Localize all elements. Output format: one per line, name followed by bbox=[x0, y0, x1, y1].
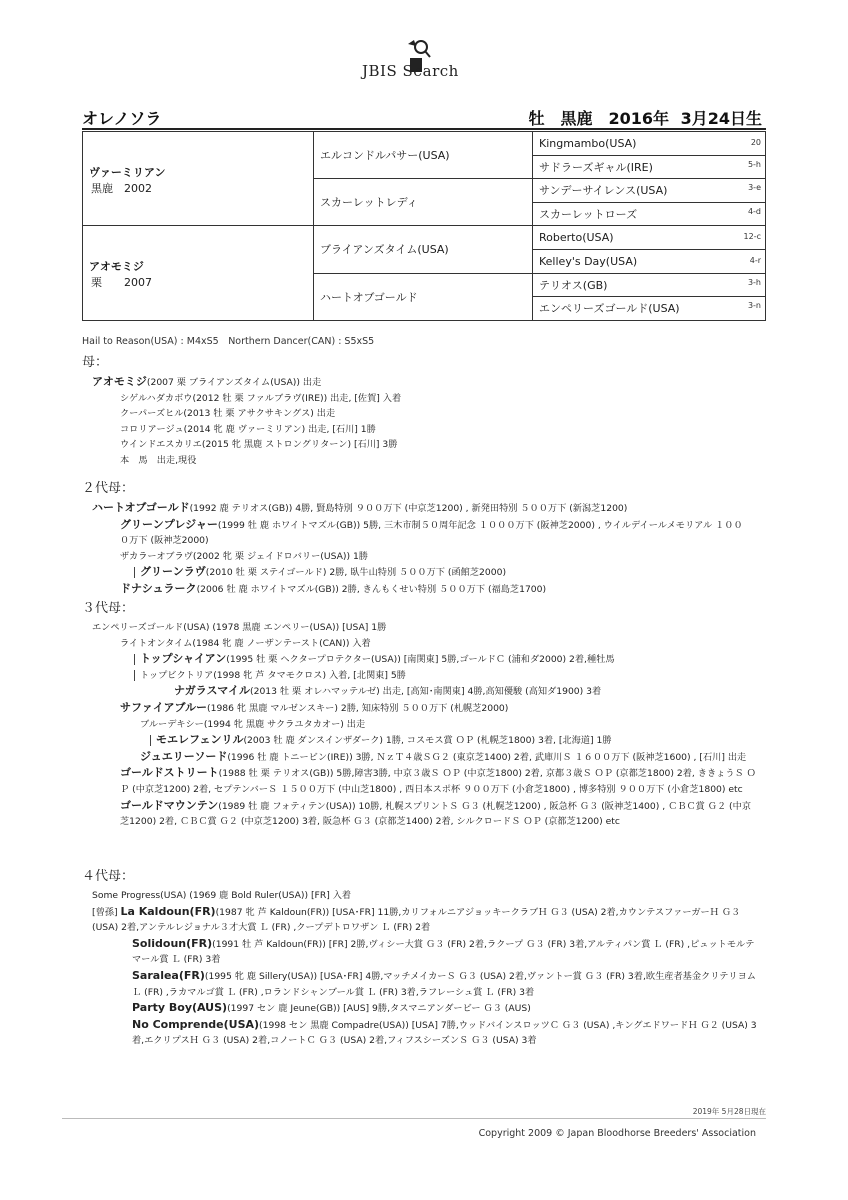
family-line: コロリアージュ(2014 牝 鹿 ヴァーミリアン) 出走, [石川] 1勝 bbox=[120, 423, 376, 435]
g3-name: サドラーズギャル(IRE) bbox=[539, 160, 653, 174]
dam-name: アオモミジ bbox=[89, 260, 144, 274]
g3-cell bbox=[533, 226, 766, 250]
family-number: 3-h bbox=[747, 277, 761, 287]
dam-dam: ハートオブゴールド bbox=[314, 273, 533, 320]
family-line: ゴールドマウンテン(1989 牡 鹿 フォティテン(USA)) 10勝, 札幌スプリントＳ Ｇ３ (札幌芝1200) , 阪急杯 Ｇ３ (阪神芝1400) , ＣＢＣ賞 Ｇ２ (中京芝1200) 2着, ＣＢＣ賞 Ｇ２ (中京芝1200) 3着, 阪急杯 Ｇ３ (京都芝1400) 2着, シルクロードＳ ＯＰ (京都芝1200) etc bbox=[120, 798, 752, 828]
dam-section bbox=[82, 354, 766, 469]
third-dam-section bbox=[82, 600, 766, 830]
pedigree-table bbox=[82, 131, 766, 321]
family-line: クーパーズヒル(2013 牡 栗 アサクサキングス) 出走 bbox=[120, 408, 336, 420]
family-line: ハートオブゴールド(1992 鹿 テリオス(GB)) 4勝, 賢島特別 ９００万下 (中京芝1200) , 新発田特別 ５００万下 (新潟芝1200) bbox=[92, 501, 628, 514]
g3-name: Roberto(USA) bbox=[539, 231, 614, 245]
fourth-dam-section bbox=[82, 868, 766, 1049]
family-line: モエレフェンリル(2003 牡 鹿 ダンスインザダーク) 1勝, コスモス賞 ＯＰ (札幌芝1800) 3着, [北海道] 1勝 bbox=[82, 732, 766, 749]
sire-sire: エルコンドルパサー(USA) bbox=[314, 132, 533, 179]
g3-cell bbox=[533, 202, 766, 226]
family-line: 本 馬 出走,現役 bbox=[120, 454, 197, 466]
title-divider bbox=[82, 128, 766, 130]
family-number: 5-h bbox=[747, 159, 761, 169]
family-line: Party Boy(AUS)(1997 セン 鹿 Jeune(GB)) [AUS] 9勝,タスマニアンダービー Ｇ３ (AUS) bbox=[132, 1001, 531, 1015]
family-line: グリーンプレジャー(1999 牡 鹿 ホワイトマズル(GB)) 5勝, 三木市制５０周年記念 １０００万下 (阪神芝2000) , ウイルデイールメモリアル １０００万下 (阪神芝2000) bbox=[120, 517, 743, 547]
family-number: 3-e bbox=[748, 183, 761, 193]
g3-cell bbox=[533, 297, 766, 321]
g3-name: Kelley's Day(USA) bbox=[539, 254, 638, 268]
jbis-search-logo bbox=[362, 38, 492, 84]
g3-cell bbox=[533, 132, 766, 156]
section-heading: 母： bbox=[82, 355, 109, 370]
family-line: ライトオンタイム(1984 牝 鹿 ノーザンテースト(CAN)) 入着 bbox=[120, 637, 371, 649]
family-line: エンペリーズゴールド(USA) (1978 黒鹿 エンペリー(USA)) [USA] 1勝 bbox=[92, 622, 387, 633]
family-number: 20 bbox=[750, 137, 761, 147]
g3-cell bbox=[533, 273, 766, 297]
family-line: ザカラーオブラヴ(2002 牝 栗 ジェイドロバリー(USA)) 1勝 bbox=[120, 550, 368, 562]
family-line: ドナシュラーク(2006 牡 鹿 ホワイトマズル(GB)) 2勝, きんもくせい特別 ５００万下 (福島芝1700) bbox=[120, 581, 547, 595]
second-dam-section bbox=[82, 480, 766, 598]
family-line: ナガラスマイル(2013 牡 栗 オレハマッテルゼ) 出走, [高知･南関東] 4勝,高知優駿 (高知ダ1900) 3着 bbox=[174, 684, 602, 698]
g3-name: スカーレットローズ bbox=[539, 208, 638, 222]
section-heading: ２代母： bbox=[82, 481, 135, 496]
footer-divider bbox=[62, 1118, 766, 1119]
copyright-text: Copyright 2009 © Japan Bloodhorse Breeders' Association bbox=[478, 1128, 756, 1139]
sire-dam: スカーレットレディ bbox=[314, 179, 533, 226]
family-line: Solidoun(FR)(1991 牡 芦 Kaldoun(FR)) [FR] 2勝,ヴィシー大賞 Ｇ３ (FR) 2着,ラクープ Ｇ３ (FR) 3着,アルティパン賞 Ｌ (FR) ,ピュットモルテマール賞 Ｌ (FR) 3着 bbox=[132, 936, 755, 966]
sire-name: ヴァーミリアン bbox=[89, 166, 166, 179]
horse-name: オレノソラ bbox=[82, 109, 162, 128]
as-of-date: 2019年 5月28日現在 bbox=[692, 1107, 766, 1116]
family-line: トップビクトリア(1998 牝 芦 タマモクロス) 入着, [北関東] 5勝 bbox=[82, 668, 766, 684]
family-line: ウインドエスカリエ(2015 牝 黒鹿 ストロングリターン) [石川] 3勝 bbox=[120, 439, 398, 451]
family-number: 3-n bbox=[747, 301, 761, 311]
logo-text: JBIS Search bbox=[362, 62, 459, 80]
family-number: 4-r bbox=[749, 255, 761, 265]
g3-cell bbox=[533, 249, 766, 273]
g3-name: Kingmambo(USA) bbox=[539, 136, 637, 150]
g3-name: サンデーサイレンス(USA) bbox=[539, 184, 668, 198]
g3-cell bbox=[533, 179, 766, 203]
family-line: アオモミジ(2007 栗 ブライアンズタイム(USA)) 出走 bbox=[92, 375, 322, 388]
title-bar bbox=[82, 100, 766, 126]
family-line: ブルーデキシー(1994 牝 黒鹿 サクラユタカオー) 出走 bbox=[140, 718, 366, 730]
inbreeding-note: Hail to Reason(USA) : M4xS5 Northern Dancer(CAN) : S5xS5 bbox=[82, 336, 375, 347]
family-line: Some Progress(USA) (1969 鹿 Bold Ruler(USA)) [FR] 入着 bbox=[92, 890, 352, 901]
dam-color-year: 栗 2007 bbox=[91, 276, 152, 290]
family-line: サファイアブルー(1986 牝 黒鹿 マルゼンスキー) 2勝, 知床特別 ５００万下 (札幌芝2000) bbox=[120, 700, 509, 714]
family-line: ジュエリーソード(1996 牡 鹿 トニービン(IRE)) 3勝, ＮｚＴ４歳ＳＧ２ (東京芝1400) 2着, 武庫川Ｓ １６００万下 (阪神芝1600) , [石川] 出走 bbox=[140, 749, 747, 763]
family-line: シゲルハダカボウ(2012 牡 栗 ファルブラヴ(IRE)) 出走, [佐賀] 入着 bbox=[120, 392, 402, 404]
family-number: 4-d bbox=[747, 207, 761, 217]
dam-cell bbox=[83, 226, 314, 320]
family-line: トップシャイアン(1995 牡 栗 ヘクタープロテクター(USA)) [南関東] 5勝,ゴールドＣ (浦和ダ2000) 2着,種牡馬 bbox=[82, 651, 766, 668]
family-line: Saralea(FR)(1995 牝 鹿 Sillery(USA)) [USA･FR] 4勝,マッチメイカーＳ Ｇ３ (USA) 2着,ヴァントー賞 Ｇ３ (FR) 3着,欧生産者基金クリテリヨム Ｌ (FR) ,ラカマルゴ賞 Ｌ (FR) ,ロランドシャンブール賞 Ｌ (FR) 3着,ラフレーシュ賞 Ｌ (FR) 3着 bbox=[132, 968, 756, 998]
g3-name: テリオス(GB) bbox=[539, 278, 608, 292]
section-heading: ３代母： bbox=[82, 601, 135, 616]
family-line: No Comprende(USA)(1998 セン 黒鹿 Compadre(USA)) [USA] 7勝,ウッドバインスロッツＣ Ｇ３ (USA) ,キングエドワードＨ Ｇ２ (USA) 3着,エクリプスＨ Ｇ３ (USA) 2着,コノートＣ Ｇ３ (USA) 2着,フィフスシーズンＳ Ｇ３ (USA) 3着 bbox=[132, 1017, 757, 1047]
dam-sire: ブライアンズタイム(USA) bbox=[314, 226, 533, 273]
section-heading: ４代母： bbox=[82, 869, 135, 884]
family-line: [曾孫] La Kaldoun(FR)(1987 牝 芦 Kaldoun(FR)) [USA･FR] 11勝,カリフォルニアジョッキークラブＨ Ｇ３ (USA) 2着,カウンテスファーガーＨ Ｇ３ (USA) 2着,アンテルレジョナル３才大賞 Ｌ (FR) ,クープデトロワザン Ｌ (FR) 2着 bbox=[92, 904, 741, 934]
family-line: ゴールドストリート(1988 牡 栗 テリオス(GB)) 5勝,障害3勝, 中京３歳Ｓ ＯＰ (中京芝1800) 2着, 京都３歳Ｓ ＯＰ (京都芝1800) 2着, ききょうＳ ＯＰ (中京芝1200) 2着, セプテンバーＳ １５００万下 (中山芝1800) , 西日本スポ杯 ９００万下 (小倉芝1800) , 博多特別 ９００万下 (小倉芝1800) etc bbox=[120, 766, 756, 795]
horse-info: 牡 黒鹿 2016年 3月24日生 bbox=[528, 109, 762, 128]
family-line: グリーンラヴ(2010 牡 栗 ステイゴールド) 2勝, 臥牛山特別 ５００万下 (函館芝2000) bbox=[82, 564, 766, 581]
g3-name: エンペリーズゴールド(USA) bbox=[539, 302, 680, 316]
family-number: 12-c bbox=[743, 232, 761, 242]
sire-cell bbox=[83, 132, 314, 226]
sire-color-year: 黒鹿 2002 bbox=[91, 182, 152, 195]
g3-cell bbox=[533, 155, 766, 179]
